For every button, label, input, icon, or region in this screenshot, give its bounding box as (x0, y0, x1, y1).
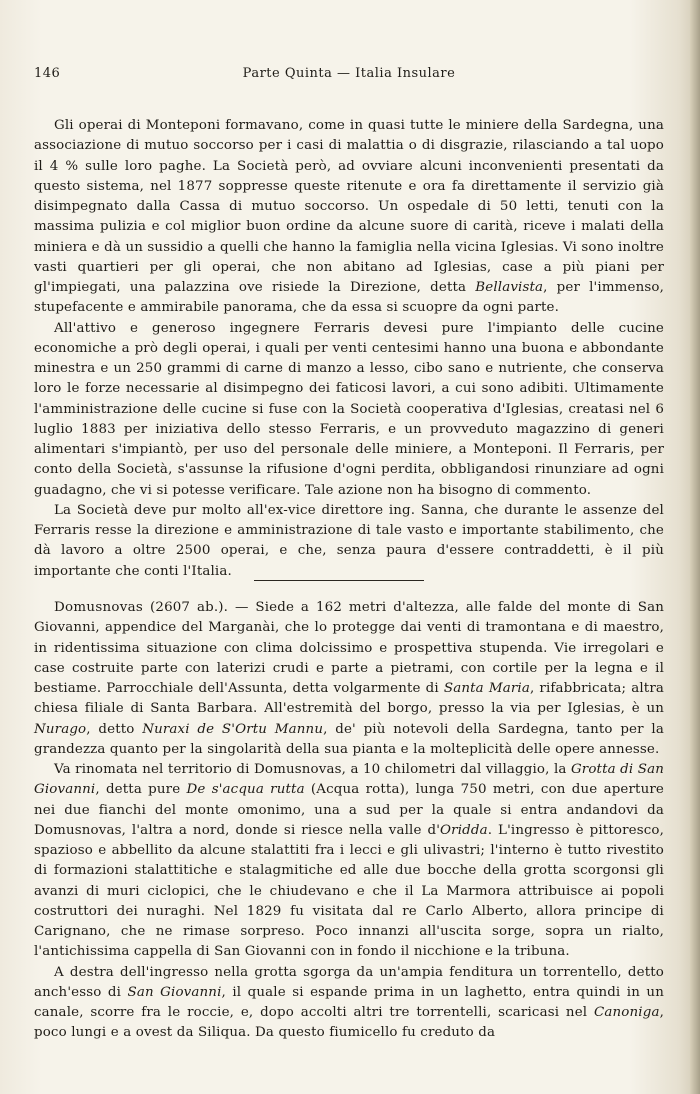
page-header (34, 66, 664, 86)
page-edge (690, 0, 700, 1094)
italic-term: Bellavista (475, 280, 544, 295)
paragraph: La Società deve pur molto all'ex-vice direttore ing. Sanna, che durante le assenze del Ferraris resse la direzione e amministrazione di tale vasto e importante stabilimento, che dà lavoro a oltre 2500 operai, e che, senza paura d'essere contraddetti, è il più importante che conti l'Italia. (34, 502, 664, 579)
section-divider (254, 580, 424, 581)
running-head: Parte Quinta — Italia Insulare (242, 66, 456, 81)
paragraph: Gli operai di Monteponi formavano, come in quasi tutte le miniere della Sardegna, una associazione di mutuo soccorso per i casi di malattia o di disgrazie, rilasciando a tal uopo il 4 % sulle loro paghe. La Società però, ad ovviare alcuni inconvenienti presentati da questo sistema, nel 1877 soppresse queste ritenute e ora fa direttamente il servizio già disimpegnato dalla Cassa di mutuo soccorso. Un ospedale di 50 letti, tenuti con la massima pulizia e col miglior buon ordine da alcune suore di carità, riceve i malati della miniera e dà un sussidio a quelli che hanno la famiglia nella vicina Iglesias. Vi sono inoltre vasti quartieri per gli operai, che non abitano ad Iglesias, case a più piani per gl'impiegati, una palazzina ove risiede la Direzione, detta Bellavista, per l'immenso, stupefacente e ammirabile panorama, che da essa si scuopre da ogni parte. (34, 118, 664, 316)
entry-title: Domusnovas (54, 600, 144, 615)
section-domusnovas (34, 598, 664, 1044)
paragraph: Va rinomata nel territorio di Domusnovas, a 10 chilometri dal villaggio, la Grotta di San Giovanni, detta pure De s'acqua rutta (Acqua rotta), lunga 750 metri, con due aperture nei due fianchi del monte omonimo, una a sud per la quale si entra andandovi da Domusnovas, l'altra a nord, donde si riesce nella valle d'Oridda. L'ingresso è pittoresco, spazioso e abbellito da alcune stalattiti fra i lecci e gli ulivastri; l'interno è tutto rivestito di formazioni stalattitiche e stalagmitiche ed alle due bocche della grotta scorgonsi gli avanzi di muri ciclopici, che le chiudevano e che il La Marmora attribuisce ai popoli costruttori dei nuraghi. Nel 1829 fu visitata dal re Carlo Alberto, allora principe di Carignano, che ne rimase sorpreso. Poco innanzi all'uscita sorge, sopra un rialto, l'antichissima cappella di San Giovanni con in fondo il nicchione e la tribuna. (34, 762, 664, 960)
section-monteponi (34, 116, 664, 582)
paragraph: All'attivo e generoso ingegnere Ferraris devesi pure l'impianto delle cucine economiche a prò degli operai, i quali per venti centesimi hanno una buona e abbondante minestra e un 250 grammi di carne di manzo a lesso, cibo sano e nutriente, che conserva loro le forze necessarie al disimpegno dei faticosi lavori, a cui sono adibiti. Ultimamente l'amministrazione delle cucine si fuse con la Società cooperativa d'Iglesias, creatasi nel 6 luglio 1883 per iniziativa dello stesso Ferraris, e un provveduto magazzino di generi alimentari s'impiantò, per uso del personale delle miniere, a Monteponi. Il Ferraris, per conto della Società, s'assunse la rifusione d'ogni perdita, obbligandosi rinunziare ad ogni guadagno, che vi si potesse verificare. Tale azione non ha bisogno di commento. (34, 320, 664, 498)
page-number: 146 (34, 66, 61, 81)
paragraph: A destra dell'ingresso nella grotta sgorga da un'ampia fenditura un torrentello, detto anch'esso di San Giovanni, il quale si espande prima in un laghetto, entra quindi in un canale, scorre fra le roccie, e, dopo accolti altri tre torrentelli, scaricasi nel Canoniga, poco lungi e a ovest da Siliqua. Da questo fiumicello fu creduto da (34, 964, 664, 1041)
paragraph: Domusnovas (2607 ab.). — Siede a 162 metri d'altezza, alle falde del monte di San Giovanni, appendice del Marganài, che lo protegge dai venti di tramontana e di maestro, in ridentissima situazione con clima dolcissimo e prospettiva stupenda. Vie irregolari e case costruite parte con laterizi crudi e parte a pietrami, con cortile per la legna e il bestiame. Parrocchiale dell'Assunta, detta volgarmente di Santa Maria, rifabbricata; altra chiesa filiale di Santa Barbara. All'estremità del borgo, presso la via per Iglesias, è un Nurago, detto Nuraxi de S'Ortu Mannu, de' più notevoli della Sardegna, tanto per la grandezza quanto per la singolarità della sua pianta e la molteplicità delle opere annesse. (34, 600, 664, 757)
